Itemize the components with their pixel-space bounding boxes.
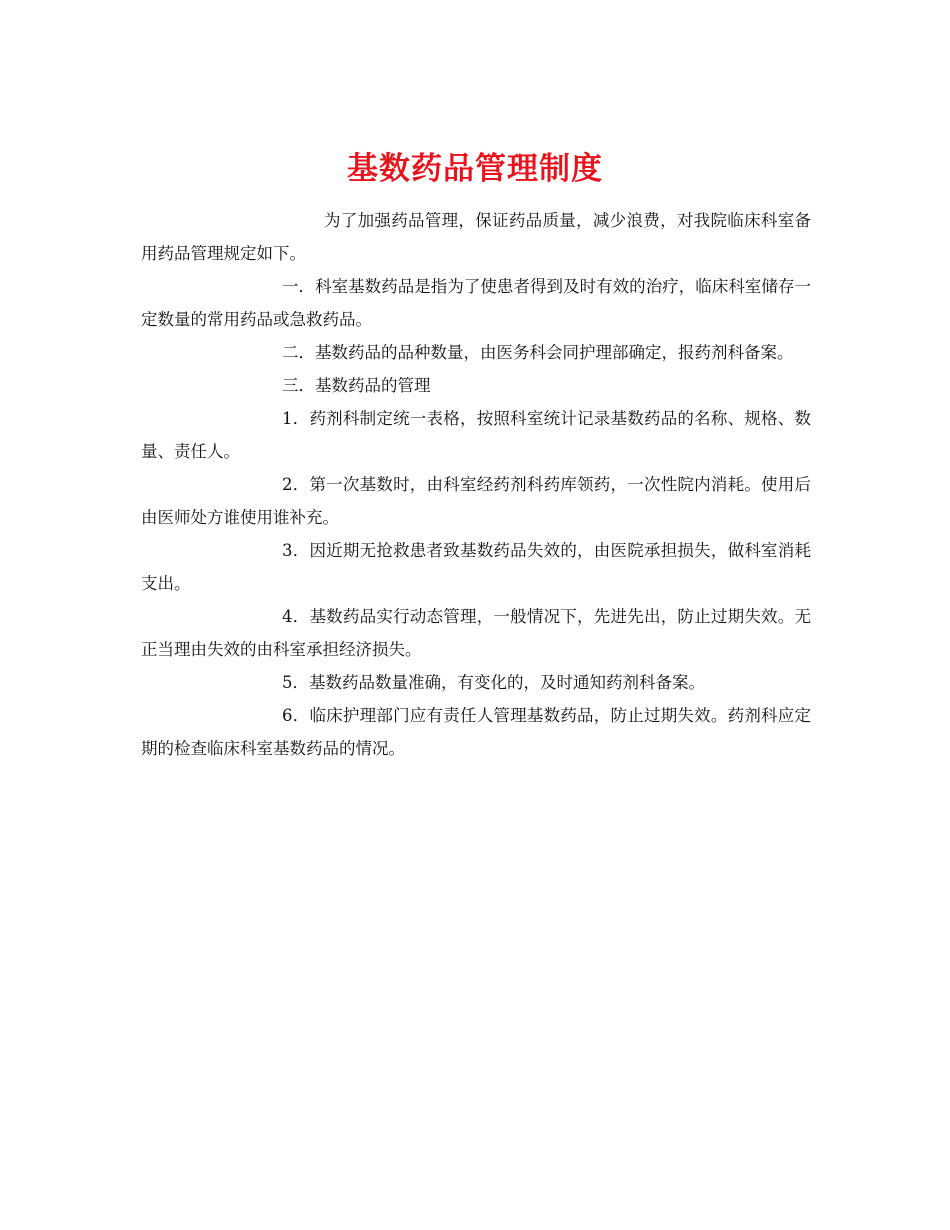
rule-6-paragraph: 6．临床护理部门应有责任人管理基数药品，防止过期失效。药剂科应定期的检查临床科室基数药品的情况。 <box>141 706 811 758</box>
rule-3-paragraph: 3．因近期无抢救患者致基数药品失效的，由医院承担损失，做科室消耗支出。 <box>141 541 811 593</box>
rule-1-paragraph: 1．药剂科制定统一表格，按照科室统计记录基数药品的名称、规格、数量、责任人。 <box>141 409 811 461</box>
document-body <box>141 204 811 765</box>
section-1-paragraph: 一．科室基数药品是指为了使患者得到及时有效的治疗，临床科室储存一定数量的常用药品或急救药品。 <box>141 277 811 329</box>
section-3-heading: 三．基数药品的管理 <box>282 376 431 395</box>
intro-paragraph: 为了加强药品管理，保证药品质量，减少浪费，对我院临床科室备用药品管理规定如下。 <box>141 211 811 263</box>
rule-2-paragraph: 2．第一次基数时，由科室经药剂科药库领药，一次性院内消耗。使用后由医师处方谁使用谁补充。 <box>141 475 811 527</box>
section-2-paragraph: 二．基数药品的品种数量，由医务科会同护理部确定，报药剂科备案。 <box>282 343 794 362</box>
rule-5-paragraph: 5．基数药品数量准确，有变化的，及时通知药剂科备案。 <box>282 673 705 692</box>
rule-4-paragraph: 4．基数药品实行动态管理，一般情况下，先进先出，防止过期失效。无正当理由失效的由科室承担经济损失。 <box>141 607 811 659</box>
document-title: 基数药品管理制度 <box>347 150 603 187</box>
